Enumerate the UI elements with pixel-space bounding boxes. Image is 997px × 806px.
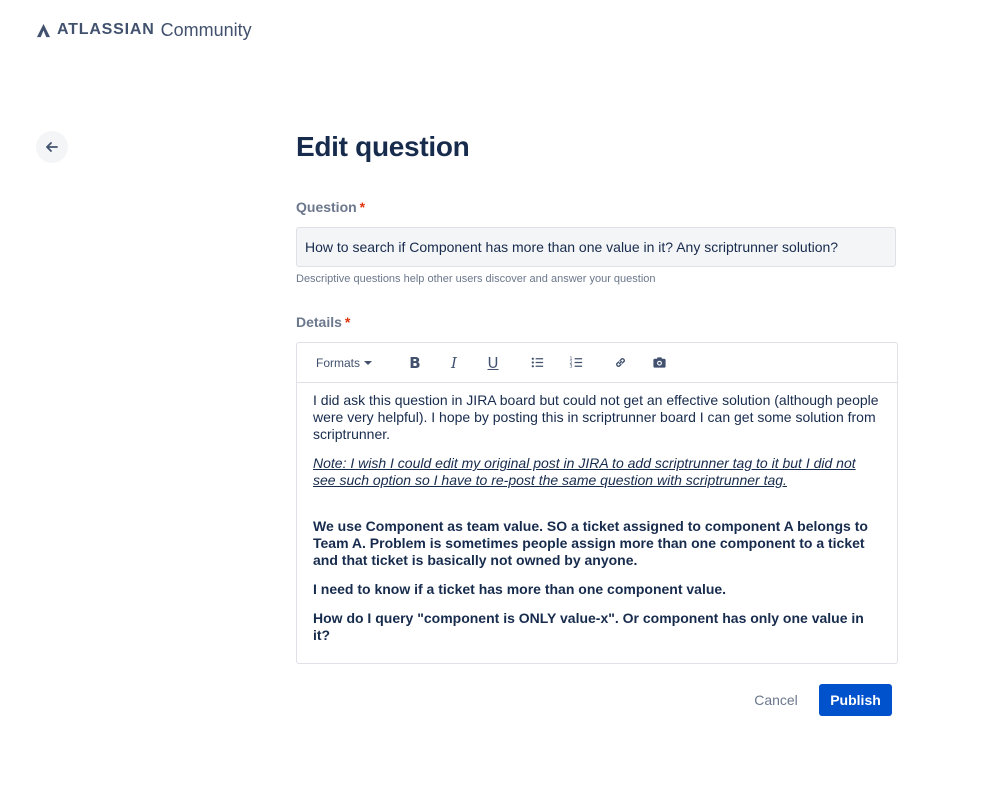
publish-button[interactable]: Publish: [819, 684, 892, 716]
atlassian-community-logo[interactable]: [36, 19, 252, 41]
camera-icon: [652, 355, 667, 370]
arrow-left-icon: [44, 139, 60, 155]
details-paragraph: I did ask this question in JIRA board but could not get an effective solution (although people were very helpful). I hope by posting this in scriptrunner board I can get some solution from scriptrunner.: [313, 392, 879, 442]
required-mark: *: [359, 199, 366, 215]
atlassian-logo-icon: [36, 23, 51, 38]
svg-text:1: 1: [568, 357, 572, 363]
bullet-list-button[interactable]: [526, 352, 548, 374]
required-mark: *: [344, 314, 351, 330]
question-label: Question *: [296, 199, 366, 215]
empty-line: [313, 501, 881, 518]
link-button[interactable]: [609, 352, 631, 374]
svg-text:2: 2: [568, 360, 572, 366]
link-icon: [613, 355, 628, 370]
details-note: Note: I wish I could edit my original post in JIRA to add scriptrunner tag to it but I did not see such option so I have to re-post the same question with scriptrunner tag.: [313, 455, 856, 488]
product-name: Community: [160, 19, 252, 40]
brand-name: ATLASSIAN: [57, 21, 155, 38]
editor-content[interactable]: [297, 383, 897, 644]
details-editor: [296, 342, 898, 664]
underline-button[interactable]: U: [487, 353, 499, 372]
question-helper-text: Descriptive questions help other users discover and answer your question: [296, 273, 656, 285]
question-input[interactable]: [296, 227, 896, 267]
details-label: Details *: [296, 314, 351, 330]
cancel-button[interactable]: Cancel: [744, 684, 808, 716]
formats-dropdown[interactable]: [316, 356, 372, 370]
back-button[interactable]: [36, 131, 68, 163]
numbered-list-button[interactable]: [565, 352, 587, 374]
formats-label: Formats: [316, 355, 361, 370]
editor-toolbar: [297, 343, 897, 383]
caret-down-icon: [364, 361, 372, 365]
bullet-list-icon: [530, 355, 545, 370]
page-title: Edit question: [296, 131, 470, 162]
image-button[interactable]: [648, 352, 670, 374]
svg-text:3: 3: [568, 364, 572, 370]
bold-button[interactable]: B: [409, 353, 421, 372]
details-paragraph: How do I query "component is ONLY value-x". Or component has only one value in it?: [313, 610, 864, 643]
numbered-list-icon: [569, 355, 584, 370]
details-paragraph: We use Component as team value. SO a ticket assigned to component A belongs to Team A. Problem is sometimes people assign more than one component to a ticket and that ticket is basically not owned by anyone.: [313, 518, 868, 568]
italic-button[interactable]: I: [451, 353, 457, 372]
details-paragraph: I need to know if a ticket has more than one component value.: [313, 581, 727, 597]
